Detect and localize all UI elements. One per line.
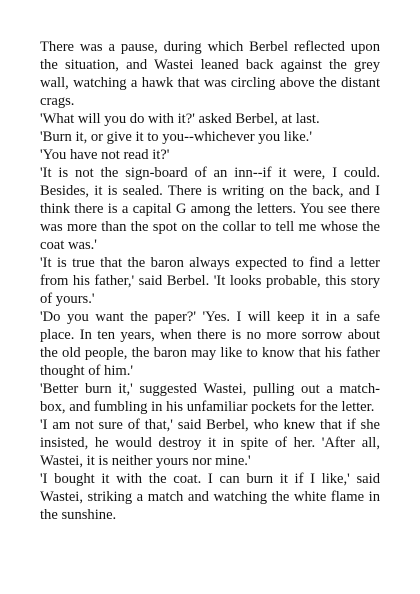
paragraph-4: 'You have not read it?' bbox=[40, 147, 170, 163]
paragraph-8: 'Better burn it,' suggested Wastei, pulling out a match-box, and fumbling in his unfamiliar pockets for the letter. bbox=[40, 381, 380, 415]
page-text-block bbox=[40, 38, 380, 524]
paragraph-3: 'Burn it, or give it to you--whichever you like.' bbox=[40, 129, 312, 145]
paragraph-9: 'I am not sure of that,' said Berbel, who knew that if she insisted, he would destroy it in spite of her. 'After all, Wastei, it is neither yours nor mine.' bbox=[40, 417, 380, 469]
paragraph-2: 'What will you do with it?' asked Berbel, at last. bbox=[40, 111, 320, 127]
paragraph-1: There was a pause, during which Berbel reflected upon the situation, and Wastei leaned back against the grey wall, watching a hawk that was circling above the distant crags. bbox=[40, 39, 380, 109]
paragraph-6: 'It is true that the baron always expected to find a letter from his father,' said Berbel. 'It looks probable, this story of yours.' bbox=[40, 255, 380, 307]
paragraph-7: 'Do you want the paper?' 'Yes. I will keep it in a safe place. In ten years, when there is no more sorrow about the old people, the baron may like to know that his father thought of him.' bbox=[40, 309, 380, 379]
paragraph-5: 'It is not the sign-board of an inn--if it were, I could. Besides, it is sealed. There is writing on the back, and I think there is a capital G among the letters. You see there was more than the spot on the collar to tell me whose the coat was.' bbox=[40, 165, 380, 253]
paragraph-10: 'I bought it with the coat. I can burn it if I like,' said Wastei, striking a match and watching the white flame in the sunshine. bbox=[40, 471, 380, 523]
